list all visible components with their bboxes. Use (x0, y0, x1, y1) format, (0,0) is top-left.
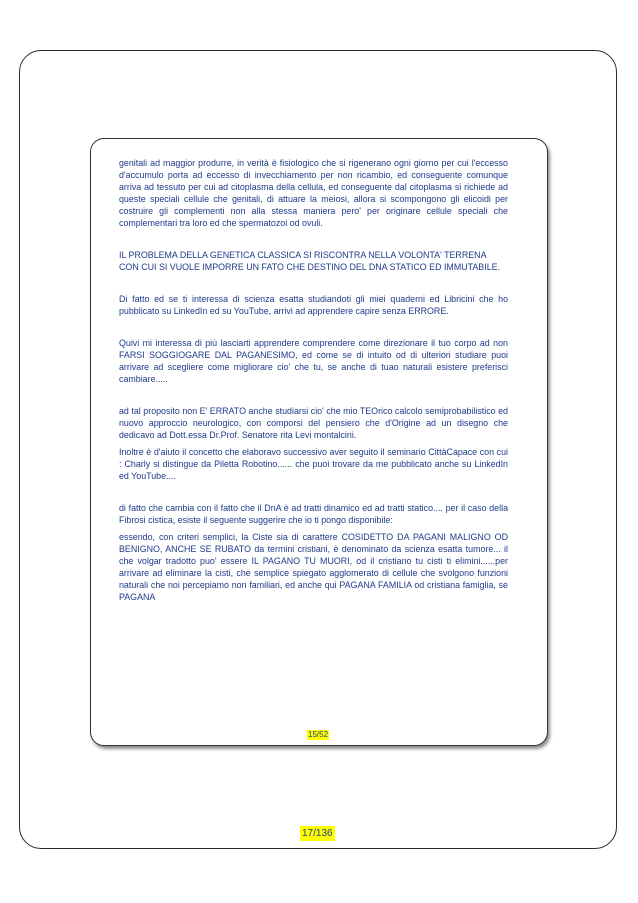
inner-page-frame (90, 138, 548, 746)
page-body-text (119, 157, 508, 603)
paragraph-cittacapace: Inoltre è d'aiuto il concetto che elaboravo successivo aver seguito il seminario CittàCapace con cui : Charly si distingue da Piletta Robotino...... che puoi trovare da me pubblicato anche su LinkedIn ed YouTube.... (119, 447, 508, 481)
paragraph-teorico-calcolo: ad tal proposito non E' ERRATO anche studiarsi cio' che mio TEOrico calcolo semiprobabilistico ed nuovo approccio neurologico, con comporsi del pensiero che d'Origine ad un disegno che dedicavo ad Dott.essa Dr.Prof. Senatore rita Levi montalcini. (119, 406, 508, 440)
paragraph-genetica-heading: IL PROBLEMA DELLA GENETICA CLASSICA SI RISCONTRA NELLA VOLONTA' TERRENA CON CUI SI VUOLE IMPORRE UN FATO CHE DESTINO DEL DNA STATICO ED IMMUTABILE. (119, 250, 501, 272)
paragraph-ciste: essendo, con criteri semplici, la Ciste sia di carattere COSIDETTO DA PAGANI MALIGNO OD BENIGNO, ANCHE SE RUBATO da termini cristiani, è denominato da scienza esatta tumore... il che volgar tradotto puo' essere IL PAGANO TU MUORI, od il cristiano tu cisti ti elimini......per arrivare ad eliminare la cisti, che semplice spiegato agglomerato di cellule che svolgono funzioni naturali che noi percepiamo non familiari, ed anche qui PAGANA FAMILIA od cristiana famiglia, se PAGANA (119, 532, 508, 602)
paragraph-scienza-esatta: Di fatto ed se ti interessa di scienza esatta studiandoti gli miei quaderni ed Libricini che ho pubblicato su LinkedIn ed su YouTube, arrivi ad apprendere capire senza ERRORE. (119, 294, 508, 316)
paragraph-genitali: genitali ad maggior produrre, in verità è fisiologico che si rigenerano ogni giorno per cui l'eccesso d'accumulo porta ad eccesso di invecchiamento per non ricambio, ed conseguente comunque arriva ad tessuto per cui ad citoplasma della cellula, ed conseguente dal citoplasma si richiede ad queste speciali cellule che genitali, di attuare la meiosi, allora si scompongono gli elicoidi per costruire gli complementi non alla stessa maniera pero' per originare cellule speciali che complementari tra loro ed che spermatozoi od ovuli. (119, 158, 508, 228)
paragraph-dna-fibrosi: di fatto che cambia con il fatto che il DnA è ad tratti dinamico ed ad tratti statico.... per il caso della Fibrosi cistica, esiste il seguente suggerire che io ti pongo disponibile: (119, 503, 508, 525)
inner-page-number: 15/52 (308, 730, 329, 739)
paragraph-paganesimo: Quivi mi interessa di più lasciarti apprendere comprendere come direzionare il tuo corpo ad non FARSI SOGGIOGARE DAL PAGANESIMO, ed come se di intuito od di ulteriori studiare puoi arrivare ad scegliere come migliorare cio' che tu, se anche di tuao naturali esistere preferisci cambiare..... (119, 338, 508, 384)
outer-page-number: 17/136 (302, 828, 333, 839)
